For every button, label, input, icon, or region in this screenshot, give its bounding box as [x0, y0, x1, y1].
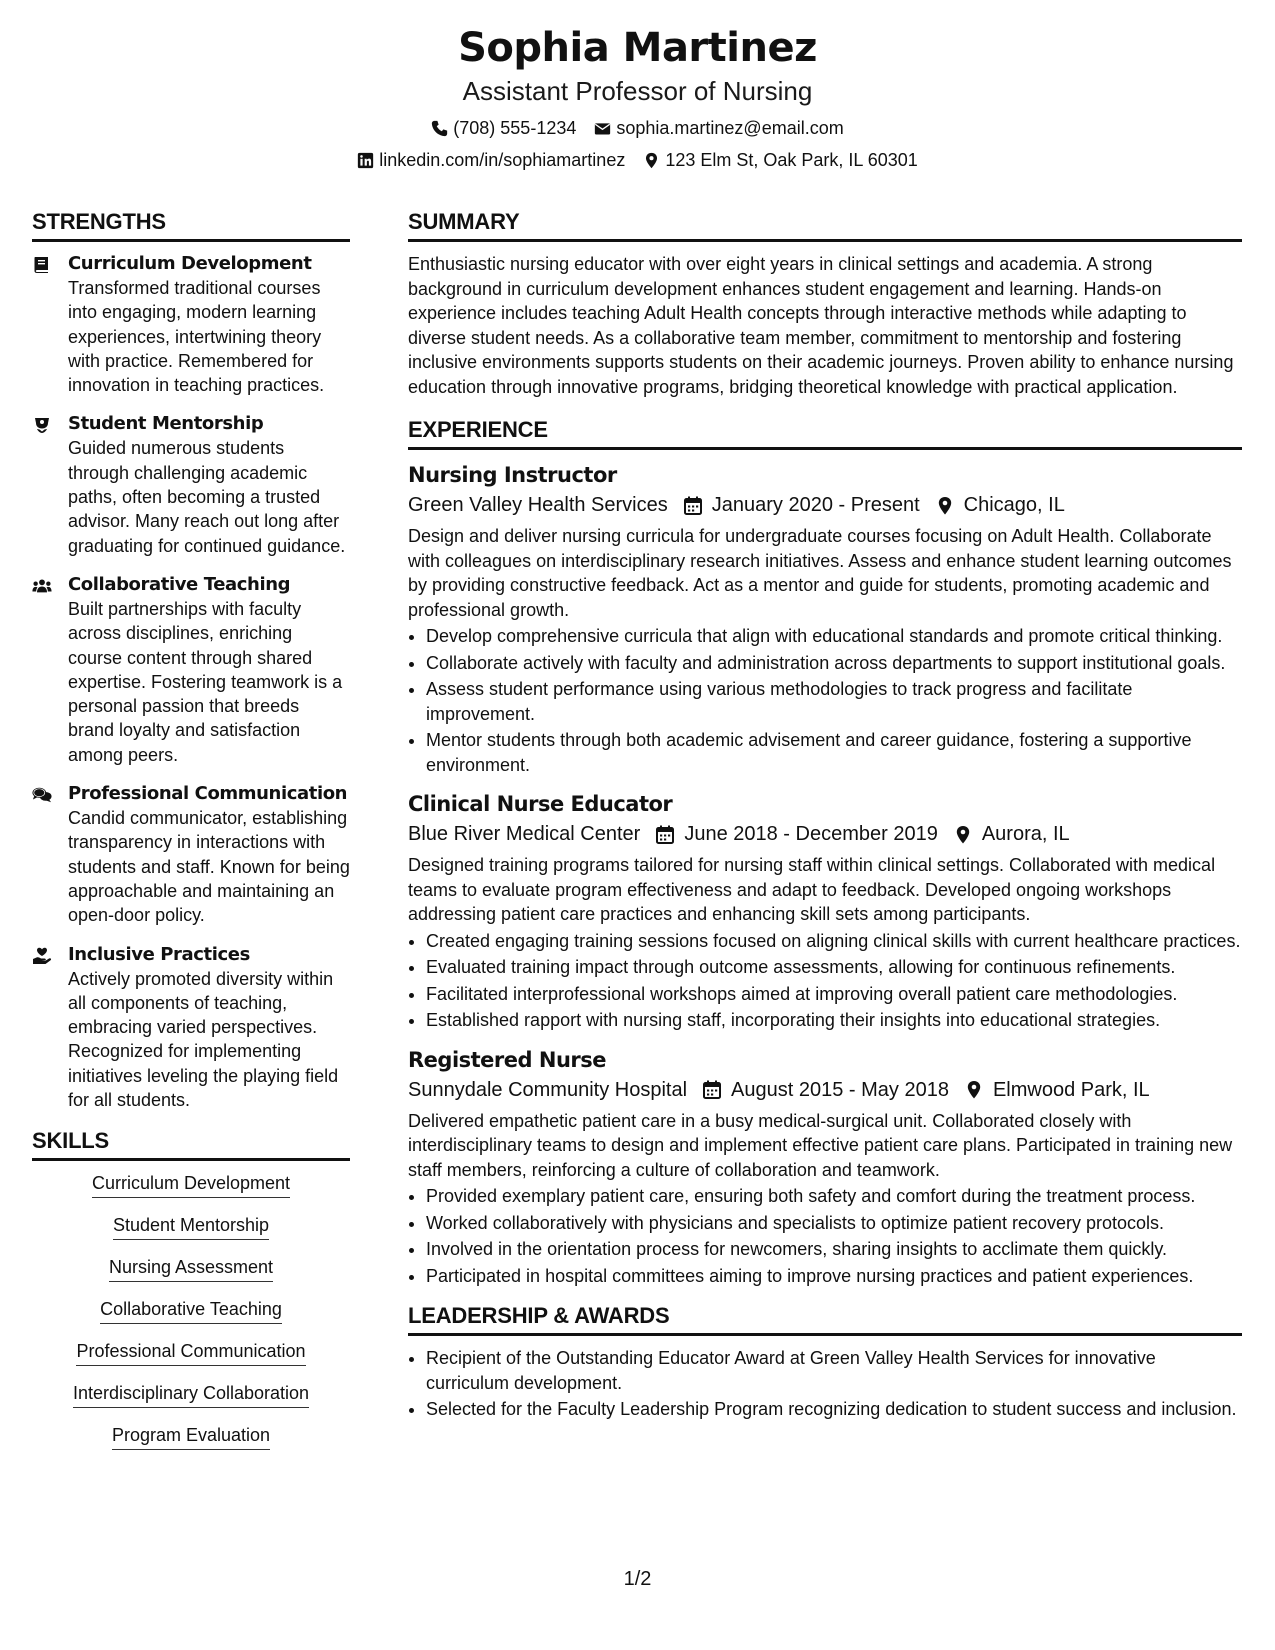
job-entry — [408, 1045, 1242, 1289]
job-meta — [408, 490, 1242, 520]
strength-description: Candid communicator, establishing transparency in interactions with students and staff. Known for being approachable and maintaining an open-door policy. — [68, 808, 350, 926]
strength-description: Actively promoted diversity within all components of teaching, embracing varied perspectives. Recognized for implementing initiatives leveling the playing field for all students. — [68, 968, 339, 1111]
job-location: Chicago, IL — [963, 494, 1065, 516]
job-dates: January 2020 - Present — [711, 494, 920, 516]
phone-icon — [431, 120, 448, 137]
job-bullet: • Involved in the orientation process for newcomers, sharing insights to acclimate them quickly. — [426, 1237, 1242, 1262]
job-bullet: • Created engaging training sessions focused on aligning clinical skills with current healthcare practices. — [426, 929, 1242, 954]
strength-title: Professional Communication — [68, 783, 348, 805]
skill-tag: Interdisciplinary Collaboration — [73, 1381, 309, 1408]
strength-description: Guided numerous students through challenging academic paths, often becoming a trusted advisor. Many reach out long after graduating for continued guidance. — [68, 438, 346, 556]
leadership-list — [408, 1346, 1242, 1422]
address-text: 123 Elm St, Oak Park, IL 60301 — [665, 150, 918, 170]
job-bullets — [408, 929, 1242, 1033]
job-bullet: • Collaborate actively with faculty and administration across departments to support institutional goals. — [426, 651, 1242, 676]
job-bullets — [408, 1184, 1242, 1288]
address-contact — [643, 148, 917, 172]
job-title: Nursing Instructor — [408, 463, 617, 487]
linkedin-contact[interactable] — [357, 148, 625, 172]
job-title: Registered Nurse — [408, 1047, 606, 1072]
job-bullet: • Worked collaboratively with physicians and specialists to optimize patient recovery protocols. — [426, 1211, 1242, 1236]
strength-item — [32, 252, 350, 397]
strength-description: Transformed traditional courses into engaging, modern learning experiences, intertwining theory with practice. Remembered for innovation in teaching practices. — [68, 278, 325, 396]
envelope-icon — [594, 120, 611, 137]
email-text[interactable]: sophia.martinez@email.com — [616, 118, 844, 138]
job-bullet: • Provided exemplary patient care, ensuring both safety and comfort during the treatment process. — [426, 1184, 1242, 1209]
map-marker-icon — [643, 152, 660, 169]
calendar-icon — [703, 1080, 721, 1099]
page-number: 1/2 — [623, 1568, 652, 1590]
job-title: Clinical Nurse Educator — [408, 792, 673, 816]
candidate-name: Sophia Martinez — [458, 25, 817, 71]
strength-item — [32, 573, 350, 767]
right-column — [408, 208, 1242, 1424]
skill-tag: Curriculum Development — [92, 1171, 290, 1198]
calendar-icon — [656, 825, 674, 844]
job-description: Design and deliver nursing curricula for undergraduate courses focusing on Adult Health. Collaborate with colleagues on interdisciplinary research initiatives. Assess and enhance student learning outcomes by providing constructive feedback. Act as a mentor and guide for students, promoting academic and professional growth. — [408, 526, 1232, 620]
comments-icon — [32, 786, 52, 804]
linkedin-icon — [357, 152, 374, 169]
graduation-cap-icon — [32, 416, 52, 434]
leadership-item: • Selected for the Faculty Leadership Program recognizing dedication to student success and inclusion. — [426, 1397, 1242, 1422]
skills-heading: SKILLS — [32, 1127, 350, 1161]
job-location: Elmwood Park, IL — [992, 1078, 1150, 1101]
strength-item — [32, 782, 350, 927]
resume-header — [0, 22, 1275, 172]
job-bullet: • Assess student performance using various methodologies to track progress and facilitate improvement. — [426, 677, 1242, 726]
phone-contact — [431, 116, 576, 140]
strength-title: Collaborative Teaching — [68, 573, 291, 595]
job-company: Blue River Medical Center — [408, 823, 641, 845]
map-marker-icon — [954, 825, 972, 844]
contact-row-1 — [0, 116, 1275, 140]
job-company: Sunnydale Community Hospital — [408, 1078, 688, 1101]
strength-title: Student Mentorship — [68, 413, 264, 435]
map-marker-icon — [936, 496, 954, 515]
map-marker-icon — [965, 1080, 983, 1099]
strength-item — [32, 412, 350, 557]
job-dates: June 2018 - December 2019 — [684, 823, 938, 845]
linkedin-text[interactable]: linkedin.com/in/sophiamartinez — [379, 150, 626, 170]
users-icon — [32, 577, 52, 595]
skill-tag: Nursing Assessment — [109, 1255, 273, 1282]
leadership-item: • Recipient of the Outstanding Educator Award at Green Valley Health Services for innovative curriculum development. — [426, 1346, 1242, 1395]
skill-tag: Student Mentorship — [113, 1213, 269, 1240]
job-description: Designed training programs tailored for nursing staff within clinical settings. Collaborated with medical teams to evaluate program effectiveness and adapt to feedback. Developed ongoing workshops addressing patient care practices and enhancing skill sets among participants. — [408, 855, 1216, 924]
candidate-title: Assistant Professor of Nursing — [462, 76, 813, 106]
job-meta — [408, 819, 1242, 849]
job-bullet: • Develop comprehensive curricula that align with educational standards and promote critical thinking. — [426, 624, 1242, 649]
book-icon — [32, 256, 52, 274]
job-bullet: • Mentor students through both academic advisement and career guidance, fostering a supportive environment. — [426, 728, 1242, 777]
leadership-heading: LEADERSHIP & AWARDS — [408, 1302, 1242, 1336]
strength-title: Inclusive Practices — [68, 943, 250, 965]
phone-text: (708) 555-1234 — [453, 118, 577, 138]
email-contact[interactable] — [594, 116, 843, 140]
summary-text: Enthusiastic nursing educator with over eight years in clinical settings and academia. A strong background in curriculum development enhances student engagement and learning. Hands-on experience includes teaching Adult Health concepts through interactive methods while adapting to diverse student needs. As a collaborative team member, commitment to mentorship and fostering inclusive environments supports students on their academic journeys. Proven ability to enhance nursing education through innovative programs, bridging theoretical knowledge with practical application. — [408, 254, 1234, 397]
skill-tag: Program Evaluation — [112, 1423, 270, 1450]
contact-row-2 — [0, 148, 1275, 172]
job-meta — [408, 1075, 1242, 1105]
experience-heading: EXPERIENCE — [408, 416, 1242, 450]
job-bullets — [408, 624, 1242, 777]
summary-heading: SUMMARY — [408, 208, 1242, 242]
strength-title: Curriculum Development — [68, 253, 312, 274]
strength-item — [32, 943, 350, 1113]
job-entry — [408, 789, 1242, 1033]
skill-tag: Collaborative Teaching — [100, 1297, 282, 1324]
job-bullet: • Participated in hospital committees aiming to improve nursing practices and patient experiences. — [426, 1264, 1242, 1289]
job-bullet: • Facilitated interprofessional workshops aimed at improving overall patient care methodologies. — [426, 982, 1242, 1007]
skills-list — [32, 1171, 350, 1465]
job-dates: August 2015 - May 2018 — [731, 1078, 949, 1101]
job-bullet: • Evaluated training impact through outcome assessments, allowing for continuous refinements. — [426, 955, 1242, 980]
job-company: Green Valley Health Services — [408, 494, 668, 516]
strength-description: Built partnerships with faculty across disciplines, enriching course content through shared expertise. Fostering teamwork is a personal passion that breeds brand loyalty and satisfaction among peers. — [68, 598, 343, 765]
skill-tag: Professional Communication — [76, 1339, 305, 1366]
hand-holding-heart-icon — [32, 947, 52, 965]
job-bullet: • Established rapport with nursing staff, incorporating their insights into educational strategies. — [426, 1008, 1242, 1033]
left-column — [32, 208, 350, 1465]
job-location: Aurora, IL — [981, 823, 1070, 845]
calendar-icon — [684, 496, 702, 515]
job-description: Delivered empathetic patient care in a busy medical-surgical unit. Collaborated closely with interdisciplinary teams to design and implement effective patient care plans. Participated in training new staff members, reinforcing a culture of collaboration and teamwork. — [408, 1110, 1233, 1180]
job-entry — [408, 460, 1242, 777]
strengths-heading: STRENGTHS — [32, 208, 350, 242]
